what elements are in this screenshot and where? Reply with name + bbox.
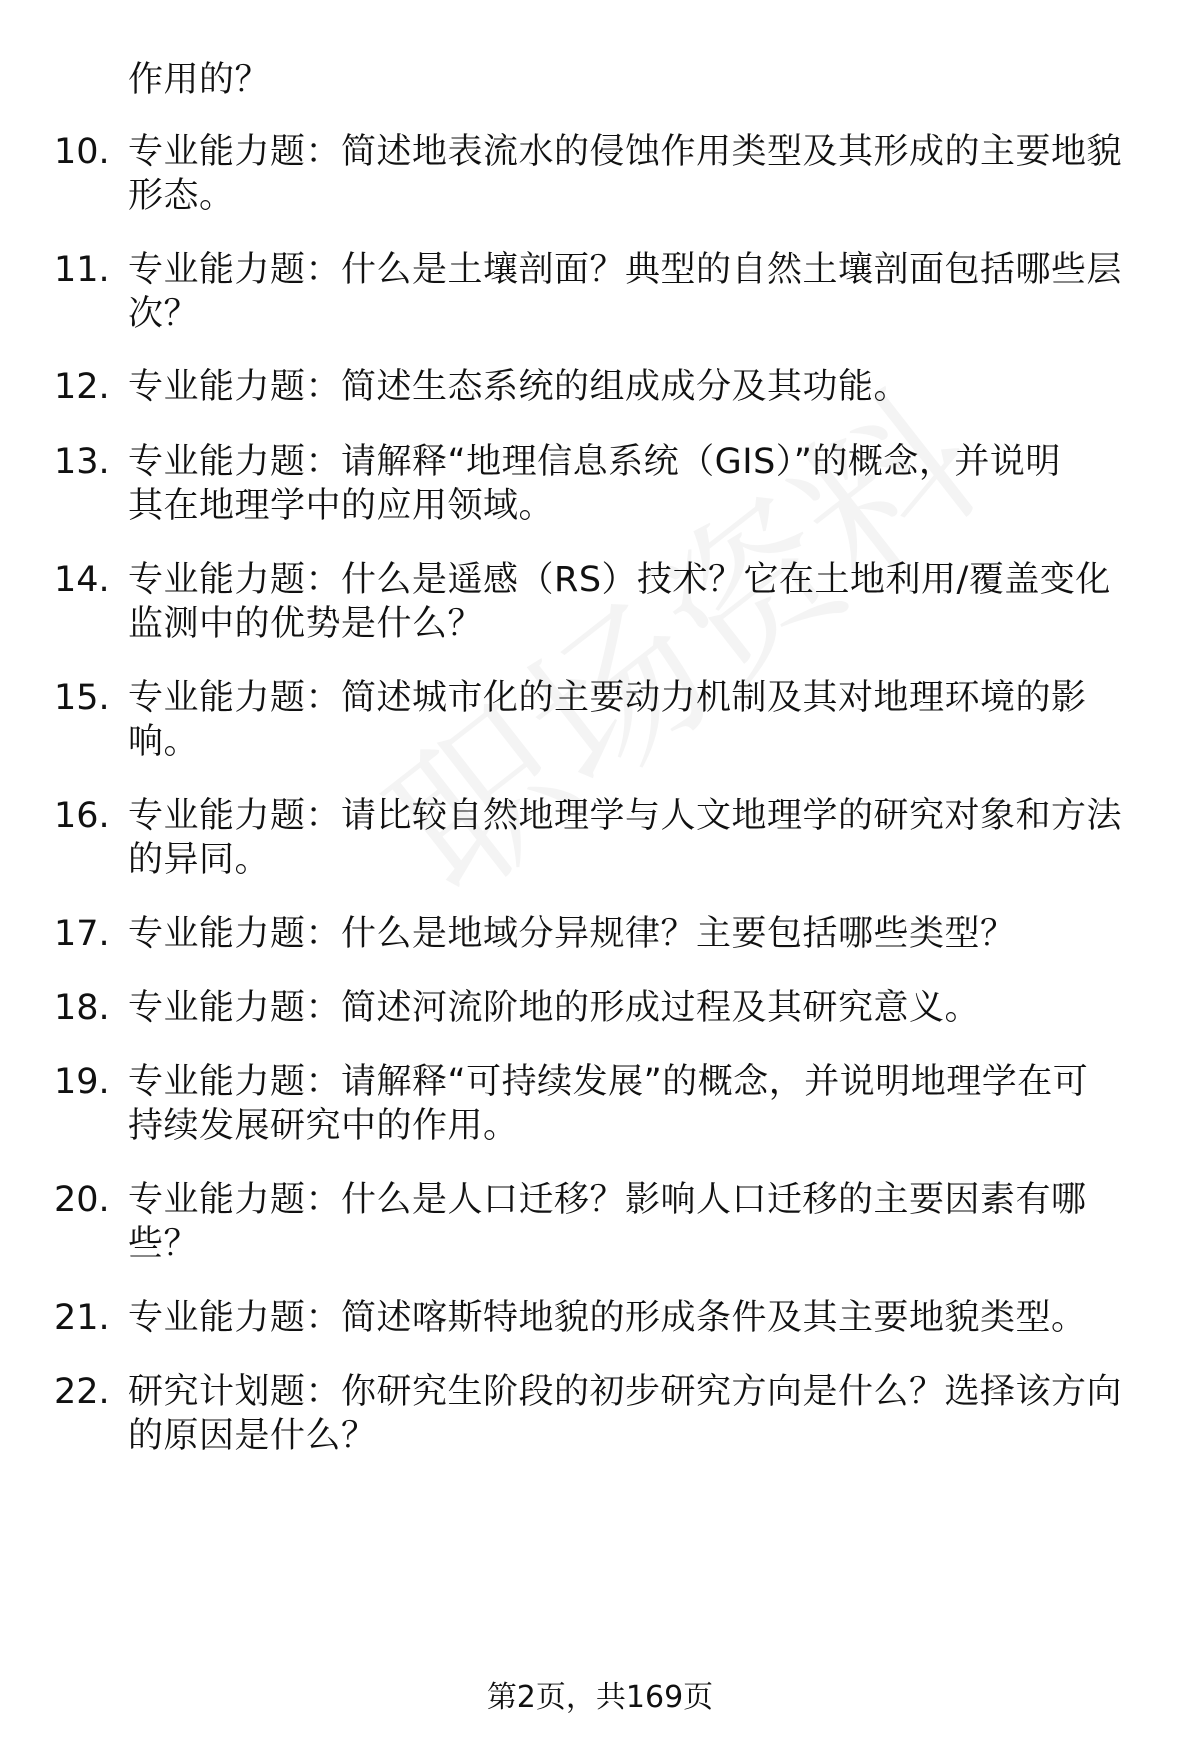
- question-line: 些？: [128, 1224, 200, 1264]
- question-line: 专业能力题：什么是人口迁移？影响人口迁移的主要因素有哪: [128, 1180, 1087, 1220]
- question-line: 专业能力题：什么是地域分异规律？主要包括哪些类型？: [128, 914, 1016, 954]
- question-number: 17.: [54, 914, 110, 954]
- question-line: 专业能力题：简述地表流水的侵蚀作用类型及其形成的主要地貌: [128, 132, 1123, 172]
- question-line: 专业能力题：请解释“地理信息系统（GIS）”的概念，并说明: [128, 442, 1061, 482]
- question-number: 14.: [54, 560, 110, 600]
- question-line: 形态。: [128, 176, 235, 216]
- page-footer: 第2页，共169页: [486, 1680, 714, 1715]
- question-number: 16.: [54, 796, 110, 836]
- question-number: 21.: [54, 1298, 110, 1338]
- question-number: 19.: [54, 1062, 110, 1102]
- question-line: 专业能力题：简述生态系统的组成成分及其功能。: [128, 367, 910, 407]
- question-line: 次？: [128, 294, 200, 334]
- question-line: 专业能力题：什么是遥感（RS）技术？它在土地利用/覆盖变化: [128, 560, 1111, 600]
- question-line: 研究计划题：你研究生阶段的初步研究方向是什么？选择该方向: [128, 1372, 1123, 1412]
- question-line: 响。: [128, 722, 200, 762]
- question-number: 13.: [54, 442, 110, 482]
- question-line: 专业能力题：简述城市化的主要动力机制及其对地理环境的影: [128, 678, 1087, 718]
- question-line: 监测中的优势是什么？: [128, 604, 484, 644]
- question-line: 持续发展研究中的作用。: [128, 1106, 519, 1146]
- question-line: 专业能力题：简述河流阶地的形成过程及其研究意义。: [128, 988, 981, 1028]
- question-number: 18.: [54, 988, 110, 1028]
- question-number: 11.: [54, 250, 110, 290]
- question-line: 专业能力题：请解释“可持续发展”的概念，并说明地理学在可: [128, 1062, 1089, 1102]
- question-number: 10.: [54, 132, 110, 172]
- question-line: 的异同。: [128, 840, 271, 880]
- question-number: 20.: [54, 1180, 110, 1220]
- question-line: 的原因是什么？: [128, 1416, 377, 1456]
- question-line: 专业能力题：请比较自然地理学与人文地理学的研究对象和方法: [128, 796, 1123, 836]
- question-number: 22.: [54, 1372, 110, 1412]
- question-number: 15.: [54, 678, 110, 718]
- question-line: 专业能力题：简述喀斯特地貌的形成条件及其主要地貌类型。: [128, 1298, 1087, 1338]
- question-line: 专业能力题：什么是土壤剖面？典型的自然土壤剖面包括哪些层: [128, 250, 1123, 290]
- question-line: 其在地理学中的应用领域。: [128, 486, 555, 526]
- question-number: 12.: [54, 367, 110, 407]
- continuation-line: 作用的？: [128, 60, 271, 100]
